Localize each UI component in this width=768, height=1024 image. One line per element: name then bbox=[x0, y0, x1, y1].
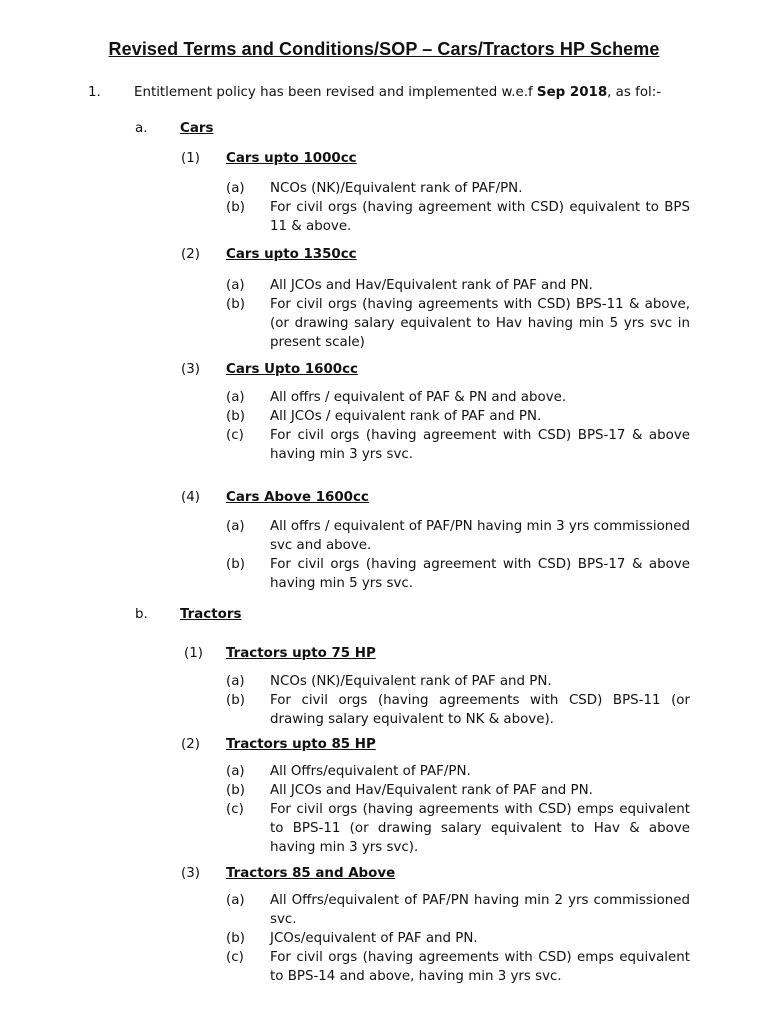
item-label: (b) bbox=[226, 200, 245, 215]
item-label: (b) bbox=[226, 409, 245, 424]
item-label: (b) bbox=[226, 931, 245, 946]
item-label: (c) bbox=[226, 802, 244, 817]
group-tractors-85-items bbox=[226, 762, 690, 857]
item-label: (a) bbox=[226, 278, 245, 293]
list-item bbox=[226, 517, 690, 555]
group-tractors-85-above-items bbox=[226, 891, 690, 986]
item-label: (c) bbox=[226, 950, 244, 965]
list-item bbox=[226, 407, 690, 426]
list-item bbox=[226, 691, 690, 729]
section-title: Cars bbox=[180, 121, 214, 136]
list-item bbox=[226, 426, 690, 464]
list-item bbox=[226, 555, 690, 593]
item-label: (a) bbox=[226, 764, 245, 779]
item-text: All Offrs/equivalent of PAF/PN. bbox=[270, 764, 471, 779]
item-text: For civil orgs (having agreement with CSD) BPS-17 & above having min 5 yrs svc. bbox=[270, 557, 690, 591]
paragraph-number: 1. bbox=[88, 85, 101, 100]
item-label: (a) bbox=[226, 181, 245, 196]
item-text: NCOs (NK)/Equivalent rank of PAF/PN. bbox=[270, 181, 523, 196]
list-item bbox=[226, 800, 690, 857]
effective-date: Sep 2018 bbox=[536, 85, 608, 100]
group-label: (2) bbox=[181, 737, 200, 752]
item-label: (b) bbox=[226, 693, 245, 708]
list-item bbox=[226, 948, 690, 986]
list-item bbox=[226, 762, 690, 781]
item-label: (b) bbox=[226, 297, 245, 312]
item-text: All offrs / equivalent of PAF/PN having min 3 yrs commissioned svc and above. bbox=[270, 519, 690, 553]
paragraph-text-after: , as fol:- bbox=[607, 85, 662, 100]
item-label: (a) bbox=[226, 893, 245, 908]
item-label: (c) bbox=[226, 428, 244, 443]
paragraph-text-before: Entitlement policy has been revised and implemented w.e.f bbox=[134, 85, 537, 100]
item-text: All Offrs/equivalent of PAF/PN having min 2 yrs commissioned svc. bbox=[270, 893, 690, 927]
group-cars-1000-items bbox=[226, 179, 690, 236]
list-item bbox=[226, 781, 690, 800]
item-label: (a) bbox=[226, 519, 245, 534]
section-label: a. bbox=[135, 121, 148, 136]
group-tractors-75-items bbox=[226, 672, 690, 729]
group-title: Cars upto 1350cc bbox=[226, 247, 357, 262]
group-label: (3) bbox=[181, 866, 200, 881]
item-text: JCOs/equivalent of PAF and PN. bbox=[270, 931, 478, 946]
group-cars-1350-items bbox=[226, 276, 690, 352]
item-text: For civil orgs (having agreement with CSD) BPS-17 & above having min 3 yrs svc. bbox=[270, 428, 690, 462]
list-item bbox=[226, 891, 690, 929]
paragraph-text bbox=[134, 83, 661, 102]
list-item bbox=[226, 929, 690, 948]
item-text: All JCOs and Hav/Equivalent rank of PAF and PN. bbox=[270, 278, 593, 293]
item-text: All JCOs / equivalent rank of PAF and PN. bbox=[270, 409, 542, 424]
item-text: NCOs (NK)/Equivalent rank of PAF and PN. bbox=[270, 674, 552, 689]
item-text: For civil orgs (having agreements with CSD) BPS-11 & above, (or drawing salary equivalent to Hav having min 5 yrs svc in present scale) bbox=[270, 297, 690, 350]
item-text: For civil orgs (having agreements with CSD) BPS-11 (or drawing salary equivalent to NK & above). bbox=[270, 693, 690, 727]
group-label: (2) bbox=[181, 247, 200, 262]
group-label: (4) bbox=[181, 490, 200, 505]
item-label: (a) bbox=[226, 674, 245, 689]
document-title: Revised Terms and Conditions/SOP – Cars/Tractors HP Scheme bbox=[108, 39, 660, 59]
section-title: Tractors bbox=[180, 607, 242, 622]
group-title: Tractors 85 and Above bbox=[226, 866, 396, 881]
group-title: Cars upto 1000cc bbox=[226, 151, 357, 166]
list-item bbox=[226, 198, 690, 236]
item-label: (a) bbox=[226, 390, 245, 405]
group-cars-above-1600-items bbox=[226, 517, 690, 593]
section-label: b. bbox=[135, 607, 148, 622]
list-item bbox=[226, 276, 690, 295]
group-label: (1) bbox=[184, 646, 203, 661]
item-text: For civil orgs (having agreement with CSD) equivalent to BPS 11 & above. bbox=[270, 200, 690, 234]
list-item bbox=[226, 388, 690, 407]
group-title: Tractors upto 85 HP bbox=[226, 737, 376, 752]
list-item bbox=[226, 179, 690, 198]
item-text: All offrs / equivalent of PAF & PN and above. bbox=[270, 390, 567, 405]
item-label: (b) bbox=[226, 783, 245, 798]
list-item bbox=[226, 672, 690, 691]
group-title: Cars Above 1600cc bbox=[226, 490, 369, 505]
group-cars-1600-items bbox=[226, 388, 690, 464]
item-text: All JCOs and Hav/Equivalent rank of PAF and PN. bbox=[270, 783, 593, 798]
list-item bbox=[226, 295, 690, 352]
item-text: For civil orgs (having agreements with CSD) emps equivalent to BPS-14 and above, having min 3 yrs svc. bbox=[270, 950, 690, 984]
item-label: (b) bbox=[226, 557, 245, 572]
group-label: (1) bbox=[181, 151, 200, 166]
group-title: Cars Upto 1600cc bbox=[226, 362, 358, 377]
group-label: (3) bbox=[181, 362, 200, 377]
item-text: For civil orgs (having agreements with CSD) emps equivalent to BPS-11 (or drawing salary equivalent to Hav & above having min 3 yrs svc). bbox=[270, 802, 690, 855]
group-title: Tractors upto 75 HP bbox=[226, 646, 376, 661]
